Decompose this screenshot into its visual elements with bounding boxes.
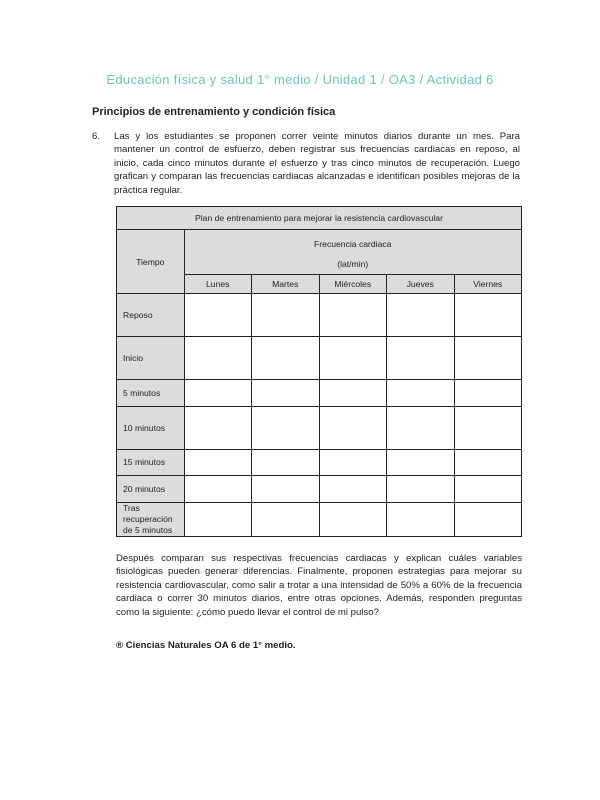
table-cell[interactable]: [184, 294, 252, 337]
table-cell[interactable]: [454, 407, 522, 450]
row-label-15-minutos: 15 minutos: [117, 450, 185, 476]
training-plan-table: [116, 206, 522, 537]
tiempo-header: Tiempo: [117, 230, 185, 294]
table-cell[interactable]: [387, 450, 455, 476]
row-label-inicio: Inicio: [117, 337, 185, 380]
table-cell[interactable]: [387, 294, 455, 337]
row-label-tras-recuperacion: Tras recuperación de 5 minutos: [117, 503, 185, 537]
table-cell[interactable]: [252, 337, 320, 380]
table-cell[interactable]: [454, 450, 522, 476]
table-row: [117, 407, 522, 450]
table-cell[interactable]: [252, 407, 320, 450]
row-label-10-minutos: 10 minutos: [117, 407, 185, 450]
document-header: Educación física y salud 1° medio / Unidad 1 / OA3 / Actividad 6: [106, 72, 494, 87]
table-cell[interactable]: [454, 337, 522, 380]
day-header-wednesday: Miércoles: [319, 275, 387, 294]
table-cell[interactable]: [319, 503, 387, 537]
table-cell[interactable]: [319, 407, 387, 450]
table-cell[interactable]: [252, 503, 320, 537]
table-cell[interactable]: [184, 337, 252, 380]
row-label-reposo: Reposo: [117, 294, 185, 337]
table-cell[interactable]: [252, 294, 320, 337]
table-row: [117, 476, 522, 503]
table-title: Plan de entrenamiento para mejorar la resistencia cardiovascular: [117, 207, 522, 230]
frequency-header-label: Frecuencia cardiaca: [314, 239, 392, 249]
closing-paragraph: Después comparan sus respectivas frecuencias cardiacas y explican cuáles variables fisiológicas pueden generar diferencias. Finalmente, proponen estrategias para mejorar su resistencia cardiovascular, como salir a trotar a una intensidad de 50% a 60% de la frecuencia cardiaca o correr 30 minutos diarios, entre otras opciones. Además, responden preguntas como la siguiente: ¿cómo puedo llevar el control de mi pulso?: [116, 553, 522, 618]
table-cell[interactable]: [184, 503, 252, 537]
row-label-20-minutos: 20 minutos: [117, 476, 185, 503]
table-cell[interactable]: [184, 407, 252, 450]
table-cell[interactable]: [387, 503, 455, 537]
table-row: [117, 380, 522, 407]
activity-text: Las y los estudiantes se proponen correr veinte minutos diarios durante un mes. Para mantener un control de esfuerzo, deben registrar sus frecuencias cardiacas en reposo, al inicio, cada cinco minutos durante el esfuerzo y tras cinco minutos de recuperación. Luego grafican y comparan las frecuencias cardiacas alcanzadas e identifican posibles mejoras de la práctica regular.: [114, 131, 520, 196]
table-row: [117, 337, 522, 380]
activity-item: [92, 130, 520, 197]
table-cell[interactable]: [319, 337, 387, 380]
table-cell[interactable]: [387, 407, 455, 450]
table-cell[interactable]: [387, 476, 455, 503]
table-row: [117, 294, 522, 337]
table-cell[interactable]: [454, 294, 522, 337]
day-header-tuesday: Martes: [252, 275, 320, 294]
day-header-thursday: Jueves: [387, 275, 455, 294]
table-cell[interactable]: [184, 476, 252, 503]
table-cell[interactable]: [252, 476, 320, 503]
table-cell[interactable]: [252, 380, 320, 407]
table-cell[interactable]: [454, 380, 522, 407]
table-row: [117, 503, 522, 537]
frequency-header: [184, 230, 522, 275]
table-cell[interactable]: [252, 450, 320, 476]
activity-number: 6.: [92, 131, 101, 142]
curriculum-reference: ® Ciencias Naturales OA 6 de 1° medio.: [116, 640, 296, 651]
table-cell[interactable]: [454, 476, 522, 503]
table-cell[interactable]: [184, 450, 252, 476]
table-cell[interactable]: [184, 380, 252, 407]
table-cell[interactable]: [319, 380, 387, 407]
table-row: [117, 450, 522, 476]
table-cell[interactable]: [454, 503, 522, 537]
day-header-monday: Lunes: [184, 275, 252, 294]
row-label-5-minutos: 5 minutos: [117, 380, 185, 407]
frequency-header-unit: (lat/min): [337, 259, 369, 269]
table-cell[interactable]: [319, 476, 387, 503]
day-header-friday: Viernes: [454, 275, 522, 294]
table-cell[interactable]: [387, 380, 455, 407]
table-cell[interactable]: [319, 450, 387, 476]
table-cell[interactable]: [387, 337, 455, 380]
section-title: Principios de entrenamiento y condición física: [92, 106, 336, 118]
table-cell[interactable]: [319, 294, 387, 337]
